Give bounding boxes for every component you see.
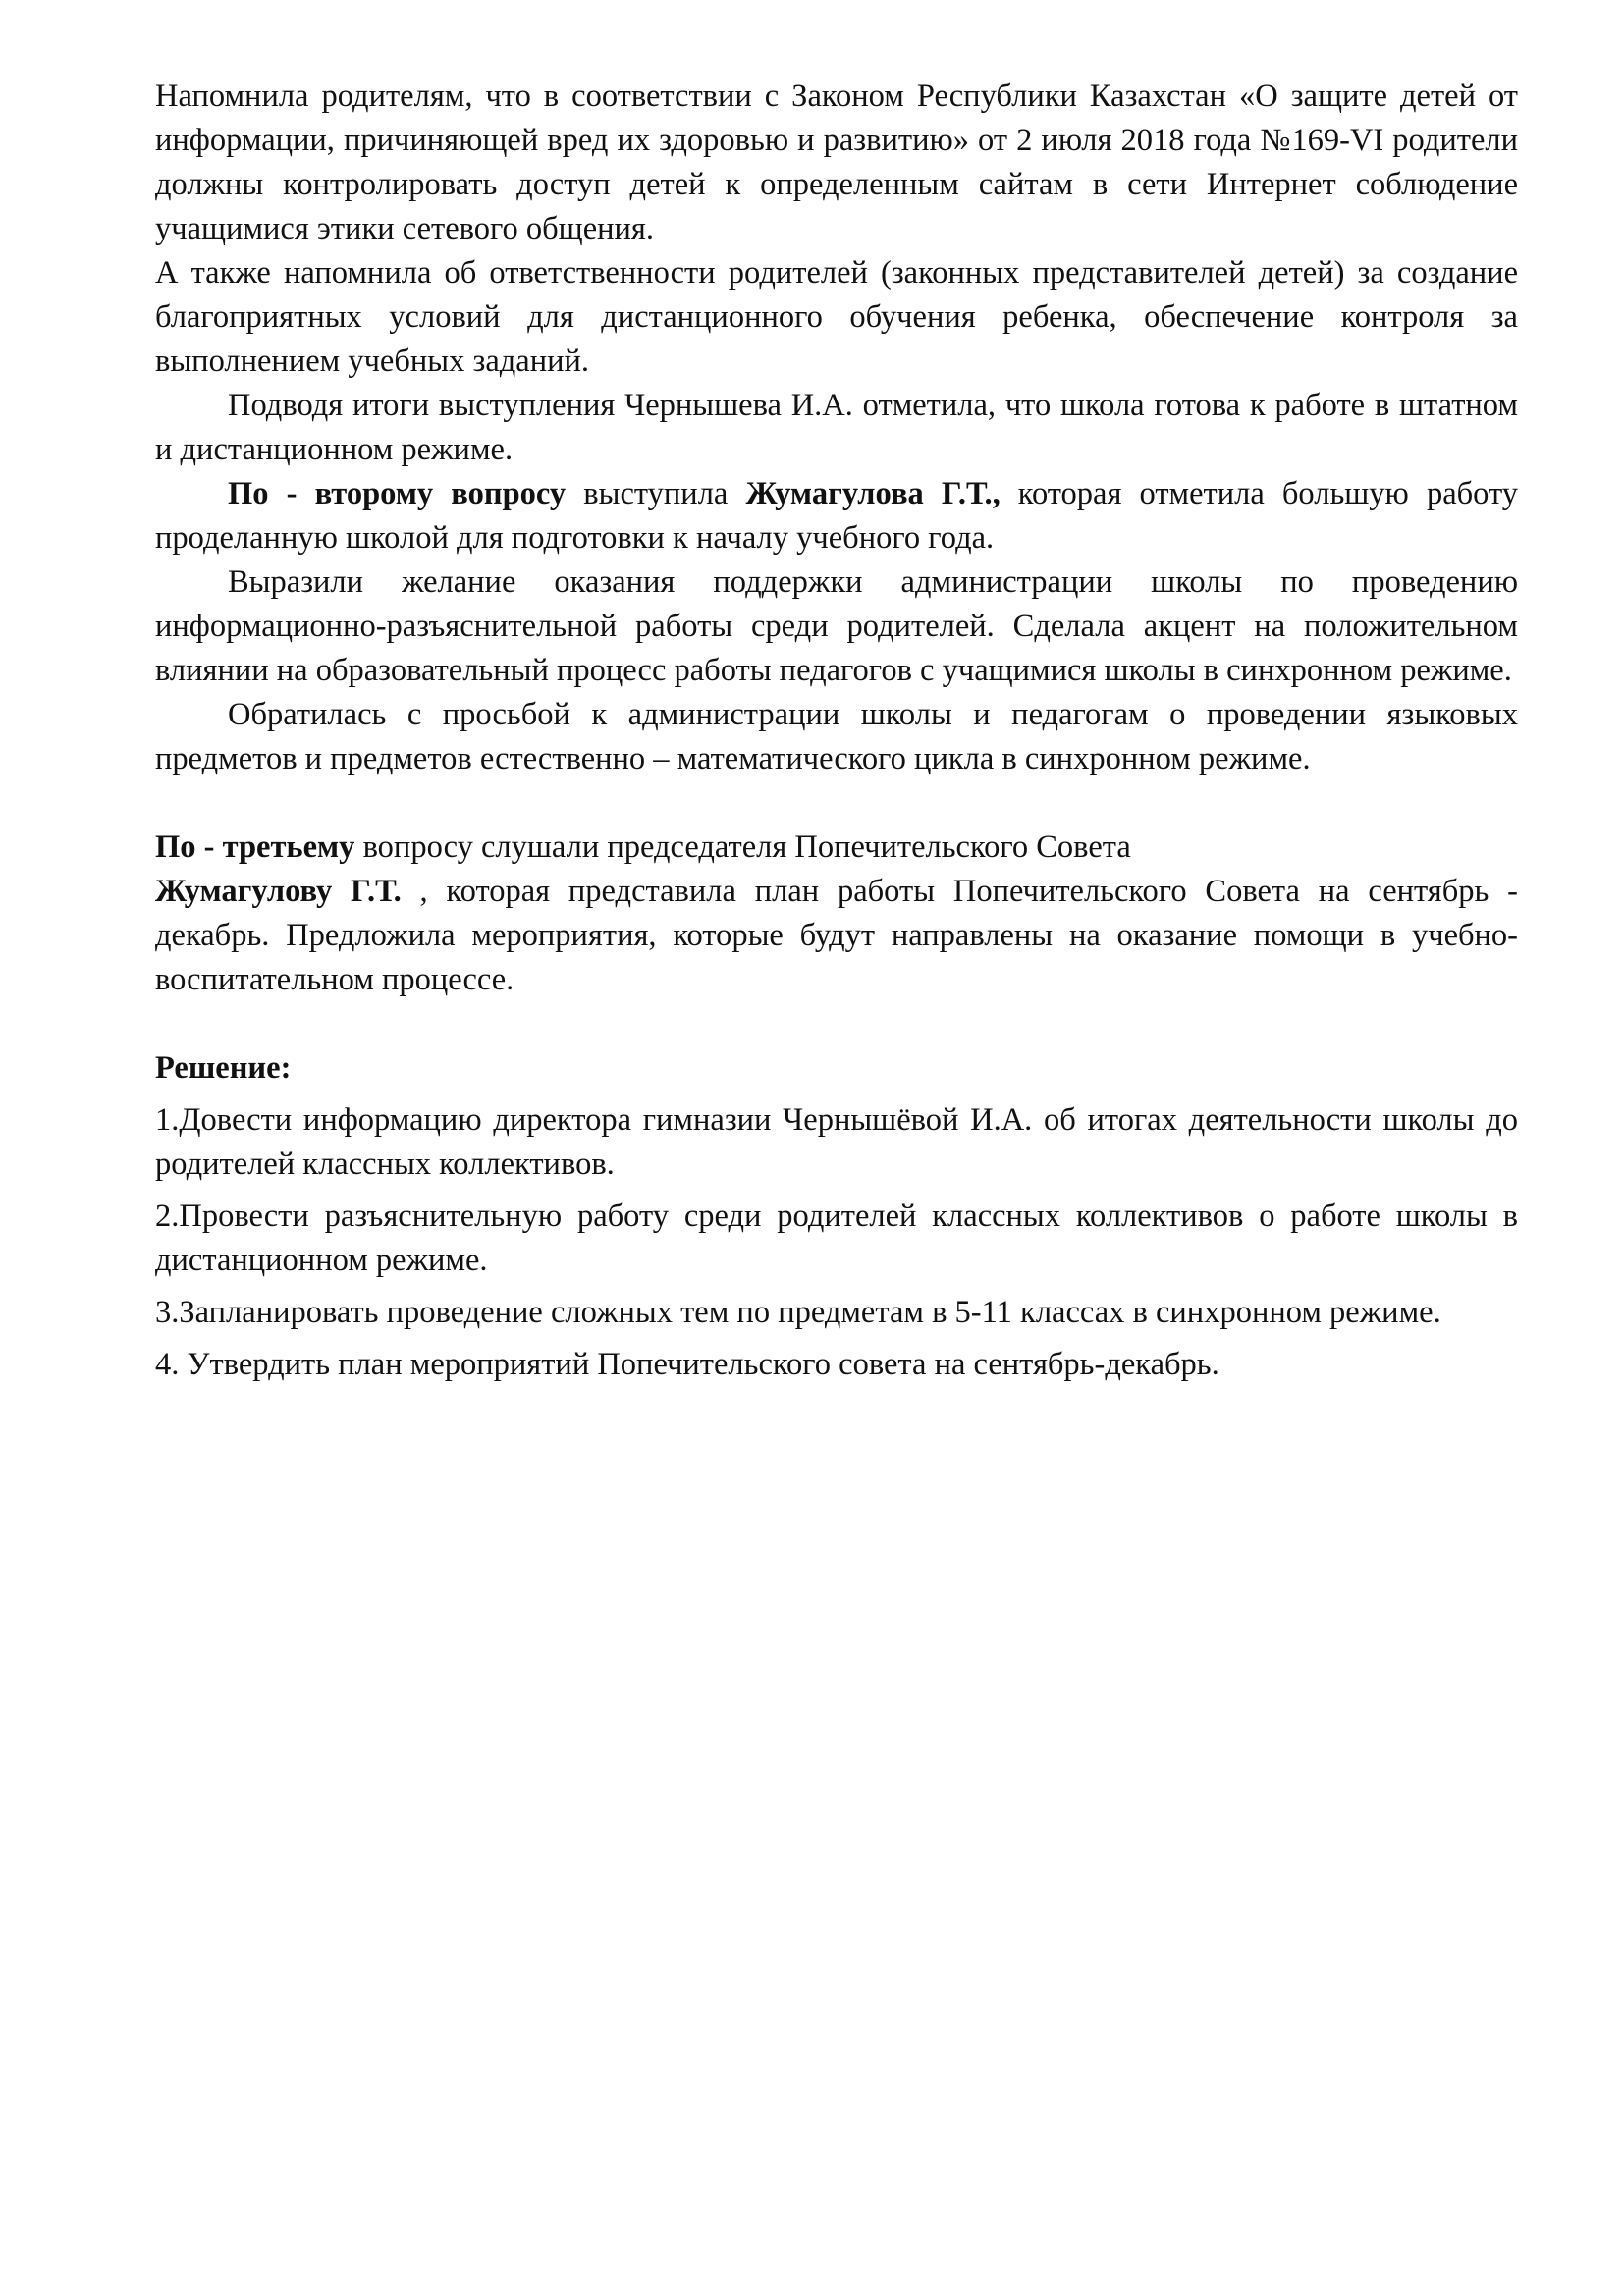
decision-list	[155, 1098, 1518, 1387]
paragraph-parents-reminder: Напомнила родителям, что в соответствии с Законом Республики Казахстан «О защите детей от информации, причиняющей вред их здоровью и развитию» от 2 июля 2018 года №169-VI родители должны контролировать доступ детей к определенным сайтам в сети Интернет соблюдение учащимися этики сетевого общения.	[155, 79, 1518, 246]
paragraph-support: Выразили желание оказания поддержки администрации школы по проведению информационно-разъяснительной работы среди родителей. Сделала акцент на положительном влиянии на образовательный процесс работы педагогов с учащимися школы в синхронном режиме.	[155, 564, 1518, 688]
third-question-text: , которая представила план работы Попечительского Совета на сентябрь - декабрь. Предложила мероприятия, которые будут направлены на оказание помощи в учебно-воспитательном процессе.	[155, 874, 1518, 997]
second-question-text: которая отметила большую работу проделанную школой для подготовки к началу учебного года.	[155, 476, 1519, 556]
paragraph-parents-responsibility: А также напомнила об ответственности родителей (законных представителей детей) за создание благоприятных условий для дистанционного обучения ребенка, обеспечение контроля за выполнением учебных заданий.	[155, 255, 1518, 379]
third-question-label: По - третьему	[155, 829, 355, 865]
second-question-mid: выступила	[566, 476, 746, 511]
document-body	[155, 75, 1518, 1387]
third-question-mid: вопросу слушали председателя Попечительского Совета	[354, 829, 1131, 865]
paragraph-summary: Подводя итоги выступления Чернышева И.А. отметила, что школа готова к работе в штатном и дистанционном режиме.	[155, 388, 1518, 467]
decision-item: 1.Довести информацию директора гимназии Чернышёвой И.А. об итогах деятельности школы до родителей классных коллективов.	[155, 1102, 1518, 1182]
speaker-name: Жумагулова Г.Т.,	[745, 476, 1001, 511]
decision-item: 3.Запланировать проведение сложных тем по предметам в 5-11 классах в синхронном режиме.	[155, 1295, 1441, 1330]
paragraph-third-question	[155, 826, 1518, 1002]
paragraph-request: Обратилась с просьбой к администрации школы и педагогам о проведении языковых предметов и предметов естественно – математического цикла в синхронном режиме.	[155, 697, 1518, 776]
decision-item: 4. Утвердить план мероприятий Попечительского совета на сентябрь-декабрь.	[155, 1347, 1219, 1382]
decision-item: 2.Провести разъяснительную работу среди родителей классных коллективов о работе школы в дистанционном режиме.	[155, 1199, 1518, 1278]
chairman-name: Жумагулову Г.Т.	[155, 874, 402, 909]
second-question-label: По - второму вопросу	[228, 476, 567, 511]
paragraph-second-question	[155, 472, 1518, 561]
decision-heading: Решение:	[155, 1050, 292, 1086]
